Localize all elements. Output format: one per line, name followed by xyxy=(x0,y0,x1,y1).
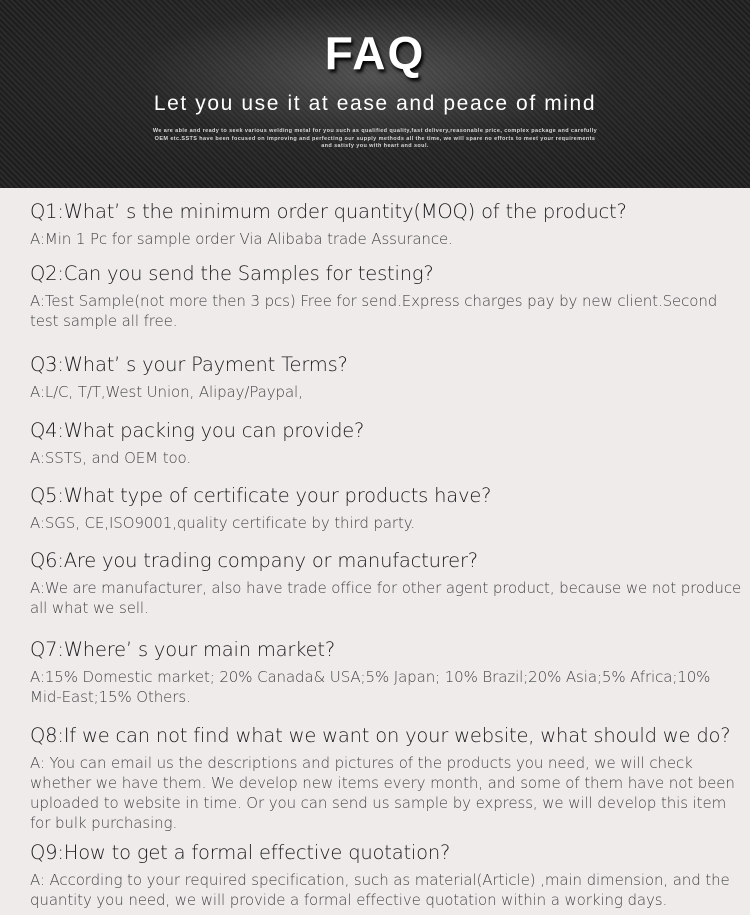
faq-item-6 xyxy=(30,549,742,618)
question-2: Q2:Can you send the Samples for testing? xyxy=(30,262,434,285)
answer-5: A:SGS, CE,ISO9001,quality certificate by third party. xyxy=(30,514,416,532)
answer-4: A:SSTS, and OEM too. xyxy=(30,449,192,467)
answer-2: A:Test Sample(not more then 3 pcs) Free for send.Express charges pay by new client.Second test sample all free. xyxy=(30,292,718,330)
faq-item-7 xyxy=(30,638,742,707)
question-8: Q8:If we can not find what we want on your website, what should we do? xyxy=(30,724,731,747)
question-1: Q1:What’ s the minimum order quantity(MOQ) of the product? xyxy=(30,200,627,223)
faq-item-5 xyxy=(30,484,742,533)
question-9: Q9:How to get a formal effective quotation? xyxy=(30,841,451,864)
answer-6: A:We are manufacturer, also have trade office for other agent product, because we not produce all what we sell. xyxy=(30,579,742,617)
answer-7: A:15% Domestic market; 20% Canada& USA;5% Japan; 10% Brazil;20% Asia;5% Africa;10% Mid-East;15% Others. xyxy=(30,668,711,706)
faq-item-3 xyxy=(30,353,742,402)
question-5: Q5:What type of certificate your products have? xyxy=(30,484,492,507)
page-title: FAQ xyxy=(324,27,426,79)
faq-item-4 xyxy=(30,419,742,468)
answer-3: A:L/C, T/T,West Union, Alipay/Paypal, xyxy=(30,383,303,401)
page-subtitle: Let you use it at ease and peace of mind xyxy=(153,92,597,115)
answer-8: A: You can email us the descriptions and pictures of the products you need, we will check whether we have them. We develop new items every month, and some of them have not been uploaded to website in time. Or you can send us sample by express, we will develop this item for bulk purchasing. xyxy=(30,754,735,832)
answer-1: A:Min 1 Pc for sample order Via Alibaba trade Assurance. xyxy=(30,230,453,248)
faq-item-2 xyxy=(30,262,742,331)
banner-blurb: We are able and ready to seek various welding metal for you such as qualified quality,fast delivery,reasonable price, complex package and carefully OEM etc.SSTS have been focused on improving and perfecting our supply methods all the time, we will spare no efforts to meet your requirements and satisfy you with heart and soul. xyxy=(152,128,598,149)
question-4: Q4:What packing you can provide? xyxy=(30,419,365,442)
faq-item-8 xyxy=(30,724,742,833)
faq-banner xyxy=(0,0,750,188)
answer-9: A: According to your required specification, such as material(Article) ,main dimension, and the quantity you need, we will provide a formal effective quotation within a working days. xyxy=(30,871,730,909)
faq-item-1 xyxy=(30,200,742,249)
question-3: Q3:What’ s your Payment Terms? xyxy=(30,353,348,376)
faq-item-9 xyxy=(30,841,742,910)
question-7: Q7:Where’ s your main market? xyxy=(30,638,336,661)
question-6: Q6:Are you trading company or manufacturer? xyxy=(30,549,478,572)
